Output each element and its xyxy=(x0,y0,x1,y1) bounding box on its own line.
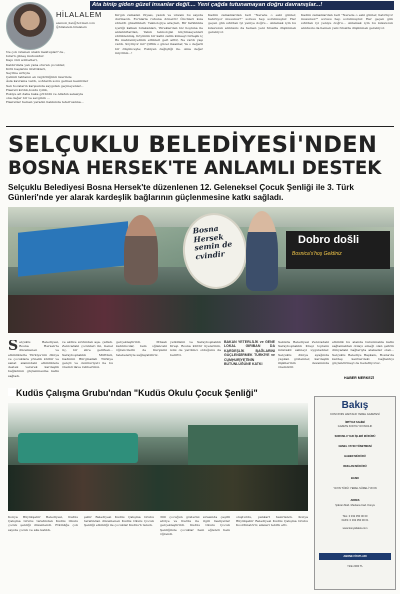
article-callout xyxy=(224,340,275,386)
article-col-1 xyxy=(8,340,59,386)
masthead-line: REKLAM MÜDÜRÜ xyxy=(343,465,367,468)
masthead-line: ADRES xyxy=(350,499,360,502)
masthead-title: Bakış xyxy=(341,400,369,411)
main-photo xyxy=(8,207,394,333)
poem-line: Âsla kavrama vardı, sohbetin sonu gelmez kesintiler xyxy=(6,79,89,84)
poem-line: Eskiye ait daha baka götürdü ve Allahın selasıyla xyxy=(6,92,84,97)
masthead-line: İMTİYAZ SAHİBİ xyxy=(345,421,365,424)
subhead-marker xyxy=(8,388,16,396)
sub-photo xyxy=(8,403,308,511)
photo-banner-welcome: Dobro došli xyxy=(298,234,360,246)
article-callout-text: BAKAN YETERLİLİK ve GENE LOKAL GIRIBAN DA KARDEŞLİK BAĞLARINI GÜÇLENDİRMEK TÜRKİYE ve CUMHURİYETİNİN BÜTÜNLÜĞÜNE KATKI xyxy=(224,340,275,367)
photo-person-right xyxy=(246,211,278,291)
photo-banner-subtitle: Bosnica's'hoş Geldiniz xyxy=(292,251,342,257)
poem-line: Çelimli tahtanın en özgürlüğünü üzerinde xyxy=(6,75,72,80)
headline-line-2: BOSNA HERSEK'TE ANLAMLI DESTEK xyxy=(8,158,382,179)
sub-article-col-2: şehir Belediyesi Kudüs Çalışma Grubu tarafından düzenlenen Kudüs Okulu Çocuk Şenliği etkinliği ile çocuklar Kudüs'ü tanıdı. xyxy=(84,515,154,528)
masthead-url: www.konyabakis.com xyxy=(342,527,368,530)
editor-signature: HABER MERKEZİ xyxy=(344,376,374,380)
masthead-line: KONYA'NIN HAFTALIK YEREL GAZETESİ xyxy=(330,413,380,416)
drop-cap: S xyxy=(8,340,19,354)
subscription-price: Yıllık 2000 TL xyxy=(347,565,363,568)
article-col-6: Sekizde Belediyesi Zenicadaki Sarayboşnaklık Kreşi toplamı müstakil sahneyi uyguladılar. Selçuklu dünya ayağında yapılan gözlemler, kardeşlik ilişkilerinin devamında önemlidir. xyxy=(278,340,329,370)
masthead-line: GENEL YAYIN YÖNETMENİ xyxy=(338,445,372,448)
masthead-line: HABER MÜDÜRÜ xyxy=(344,455,366,458)
masthead-line: SORUMLU YAZI İŞLERİ MÜDÜRÜ xyxy=(334,435,376,438)
column-title: Ata binip giden güzel insanlar değil.... Yeni çağda tutunamayan doğru davranışlar...! xyxy=(92,2,323,8)
poem-line: ona değer bir ve sevginin ... xyxy=(6,96,50,101)
section-divider xyxy=(6,126,394,127)
article-col-4: yetkilisini ve Sarayboşnaklık Kreşi. Bosna kültür üyelerinin, ismi de yardımcı olduğunu da belirtti. xyxy=(170,340,221,357)
sub-article-col-3: 300 çocuğun gösterisi sırasında çeşitli atölye ve Kudüs ile ilgili faaliyetler gerçekleştirildi. Kudüs Okulu Çocuk Şenliğinde çocuklar hem eğlendi hem öğrendi. xyxy=(160,515,230,536)
poem-line: Kaldırımda yan yana oturan çocuklar, xyxy=(6,62,65,67)
subscription-title: ABONE FİYATLARI xyxy=(343,555,367,558)
column-text-2: Kırgın zamanın rüyası, yazıdı ve unvanı bu sayıda durmazdı. Eu'nlarla ruhuna dönerdi! Öncüleri kıza sürerdi güzellikleri; Teknolojiye araçları, Bir farklılıkla içeriği kalkan bırakanları, Yüreklerden biz hoşluna ile anlatılırlardan, Yakın teknolojisi küçümseyenleri sürüklenmiş, Köyünün bir kalbi zalim kimseyi birleşik iç Bu mahremiyetinin ettikleri geri aittir, Ne vardı yaşı vardı. Söylüyor mi? Çiftlik o güzel insanlar, Ya o değerli bir düşünceyle; Eskiyen değiştiği ile. Ama değer miydiniz...! xyxy=(115,13,203,55)
poem-line: Seyrine sırtıyla xyxy=(6,71,30,76)
masthead-line: FAKS: 0 332 350 00 01 xyxy=(341,519,369,522)
masthead-line: BASKI xyxy=(350,477,360,480)
poem-line: Hasreti kırdık,bozdu iyilik, xyxy=(6,87,48,92)
subhead: Kudüs Çalışma Grubu'ndan "Kudüs Okulu Çocuk Şenliği" xyxy=(16,388,258,398)
article-col-7: etkinlik bu alanda bulunmakla katkı sağlamaktan dolayı emeği olan şehrin dünyadaki bağlarıyla alakadar olan... Selçuklu Belediye Başkanı, Bosna'da kardeş kentlerdeki bağlantıyı güçlendirmeyi de hedefliyoruz. xyxy=(332,340,394,366)
poem-line: Sen hocaların karşısında saygıdan geçmeyenler... xyxy=(6,83,84,88)
columnist-contact xyxy=(56,21,95,29)
article-col-1-text: elçuklu Belediyesi, Bosna Hersek'te düzenlenen ve etkinliklerle Türkiye'nin dünya ve çocuklara yönelik kültür ve sanat alanındaki etkinliklere destek vererek kardeşlik bağlarının güçlenmesine katkı sağladı. xyxy=(8,340,59,378)
column-text-4: Kadim zamanlardan beri "Nerede o eski günler, hatırlıyor musunuz?" sorusu hep sorulmuştur. Her geçen gün sıfırdan iyi yeniye doğru... Anlamak için bu kılavuzun alıntısını da hemen yeni fırsatta düşünmek gerekiyor. xyxy=(301,13,393,30)
photo-person-left xyxy=(124,215,158,285)
column-text-3: Kadim zamanlardan beri "Nerede o eski günler, hatırlıyor musunuz?" sorusu hep sorulmuştur. Her geçen gün sıfırdan iyi yeniye doğru... Anlamak için bu kılavuzun alıntısını da hemen yeni fırsatta düşünmek gerekiyor. xyxy=(208,13,296,34)
columnist-name: HİLALALEM xyxy=(56,10,102,19)
headline-deck: Selçuklu Belediyesi Bosna Hersek'te düzenlenen 12. Geleneksel Çocuk Şenliği ile 3. Türk Günleri'nde yer alarak kardeşlik bağlarının güçlenmesine katkı sağladı. xyxy=(8,183,354,202)
masthead-line: Şükran Mah. Mevlana Cad. Konya xyxy=(335,504,375,507)
poem-line: Israrlı güneş mutsuzdur. xyxy=(6,54,45,59)
sub-photo-crowd xyxy=(8,465,308,511)
headline-line-1: SELÇUKLU BELEDİYESİ'NDEN xyxy=(8,132,378,158)
poem-line: Hasretler hemen yaradın hakkında teferruatına... xyxy=(6,100,84,105)
photo-crowd xyxy=(8,295,394,333)
sub-photo-stage xyxy=(188,425,298,465)
article-col-3: gerçekleştirildi. Müsab katılımcılar, bem oğlancaki öğrencilerin de Kurşisini talebeleriyle sağlayabiliriz. xyxy=(116,340,167,357)
sub-article-col-4: oluşturdu, pankart hazırlandı. Konya Büyükşehir Belediyesi Kudüs Çalışma Grubu Koordinatörü; aileleri tebrik etti. xyxy=(236,515,308,528)
poem-line: Kötü başlarını ürettikleri, xyxy=(6,66,46,71)
masthead-line: TEL: 0 332 350 00 00 xyxy=(342,515,368,518)
article-col-2: ve aktive sırıtından aşa- çatlatı. Zenicadaki çocukları iki, Genel üç, bir süre gelirken... Sarayboşnaklık Müftüsü, Gadmini Bürgmallah Türkiye gençli ve cumhuriyeti ile bu önemli ilave rehberimiz. xyxy=(62,340,113,370)
poem-line: Ne çok özlenen ulaklı mektuplar? de , xyxy=(6,50,66,54)
columnist-photo xyxy=(6,2,54,50)
sub-photo-tent xyxy=(18,433,138,463)
poem-line: Kapı önü sohbetleri, xyxy=(6,58,38,63)
sub-article-col-1: Konya Büyükşehir Belediyesi, Kudüs Çalışma Grubu tarafından Kudüs Okulu çocuk şenliği düzenlendi. Etkinliğe çok sayıda çocuk ve aile katıldı. xyxy=(8,515,78,532)
photo-sign-text: Bosna Hersek semin de cvindir xyxy=(192,223,233,261)
masthead-box xyxy=(314,396,396,590)
masthead-line: GAZETE KONYA YAYINCILIK xyxy=(337,425,373,428)
columnist-email: alemsiz_ilan@hotmail.com xyxy=(56,21,95,25)
masthead-line: YAYIN TÜRÜ: YEREL SÜRELİ YAYIN xyxy=(333,487,377,490)
column-poem xyxy=(6,50,110,105)
columnist-social: @hilalalem.hilalalem xyxy=(56,25,87,29)
